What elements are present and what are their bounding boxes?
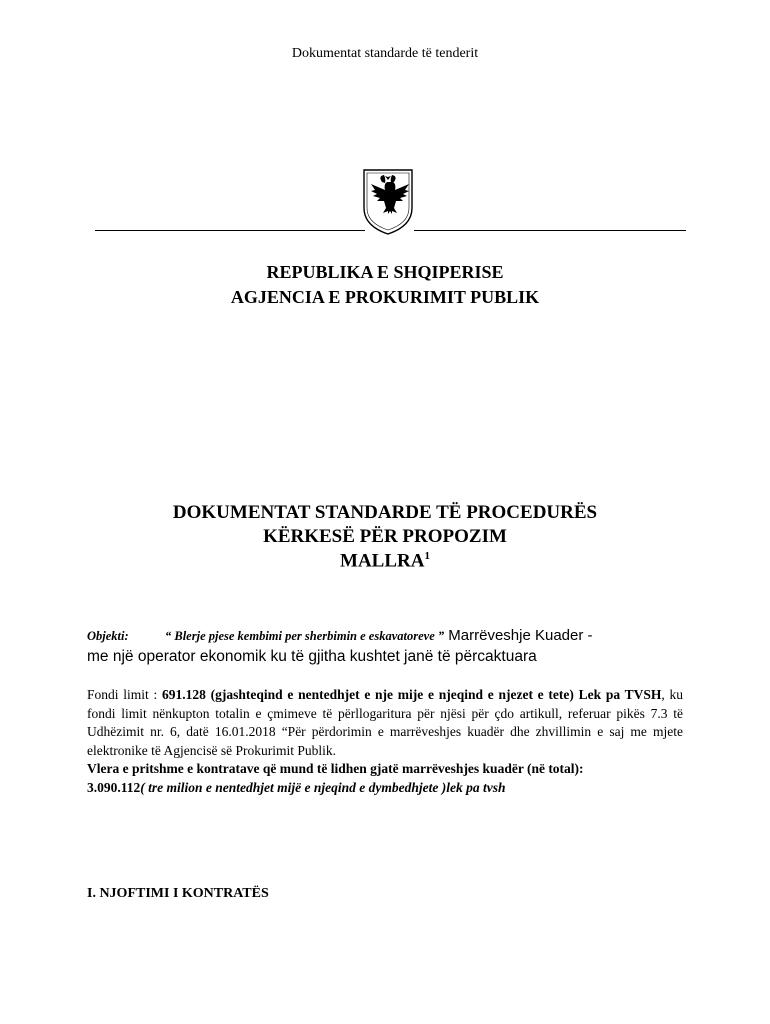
document-header-note: Dokumentat standarde të tenderit [291, 46, 479, 61]
header-divider-left [95, 230, 365, 231]
footnote-mark: 1 [424, 550, 430, 562]
fund-amount: 691.128 (gjashteqind e nentedhjet e nje mije e njeqind e njezet e tete) Lek pa TVSH [161, 687, 662, 702]
albanian-eagle-emblem-icon [362, 168, 414, 236]
fund-label: Fondi limit : [87, 687, 162, 702]
object-label: Objekti: [87, 629, 129, 643]
republic-title: REPUBLIKA E SHQIPERISE [266, 262, 504, 282]
expected-value-amount: 3.090.112 [87, 779, 141, 795]
object-agreement-type: Marrëveshje Kuader - [444, 627, 593, 644]
section-heading: I. NJOFTIMI I KONTRATËS [87, 886, 269, 901]
document-category: MALLRA [340, 550, 425, 572]
object-subject: “ Blerje pjese kembimi per sherbimin e eskavatoreve ” [165, 629, 445, 643]
expected-value-label: Vlera e pritshme e kontratave që mund të lidhen gjatë marrëveshjes kuadër (në total): [87, 761, 584, 776]
expected-value-words: ( tre milion e nentedhjet mijë e njeqind e dymbedhjete )lek pa tvsh [140, 779, 506, 795]
document-title-line1: DOKUMENTAT STANDARDE TË PROCEDURËS [172, 502, 598, 523]
document-title-line2: KËRKESË PËR PROPOZIM [263, 526, 507, 547]
document-title-line3 [0, 550, 770, 572]
fund-description: , ku fondi limit nënkupton totalin e çmimeve të përllogaritura për njësi për çdo artikull, referuar pikës 7.3 të Udhëzimit nr. 6, datë 16.01.2018 “Për përdorimin e marrëveshjes kuadër dhe zhvillimin e saj me mjete elektronike të Agjencisë së Prokurimit Publik. [87, 687, 684, 758]
header-divider-right [414, 230, 686, 231]
agency-title: AGJENCIA E PROKURIMIT PUBLIK [230, 287, 540, 307]
object-line [87, 627, 687, 644]
object-line-continued: me një operator ekonomik ku të gjitha kushtet janë të përcaktuara [87, 648, 537, 665]
fund-paragraph [87, 686, 683, 797]
